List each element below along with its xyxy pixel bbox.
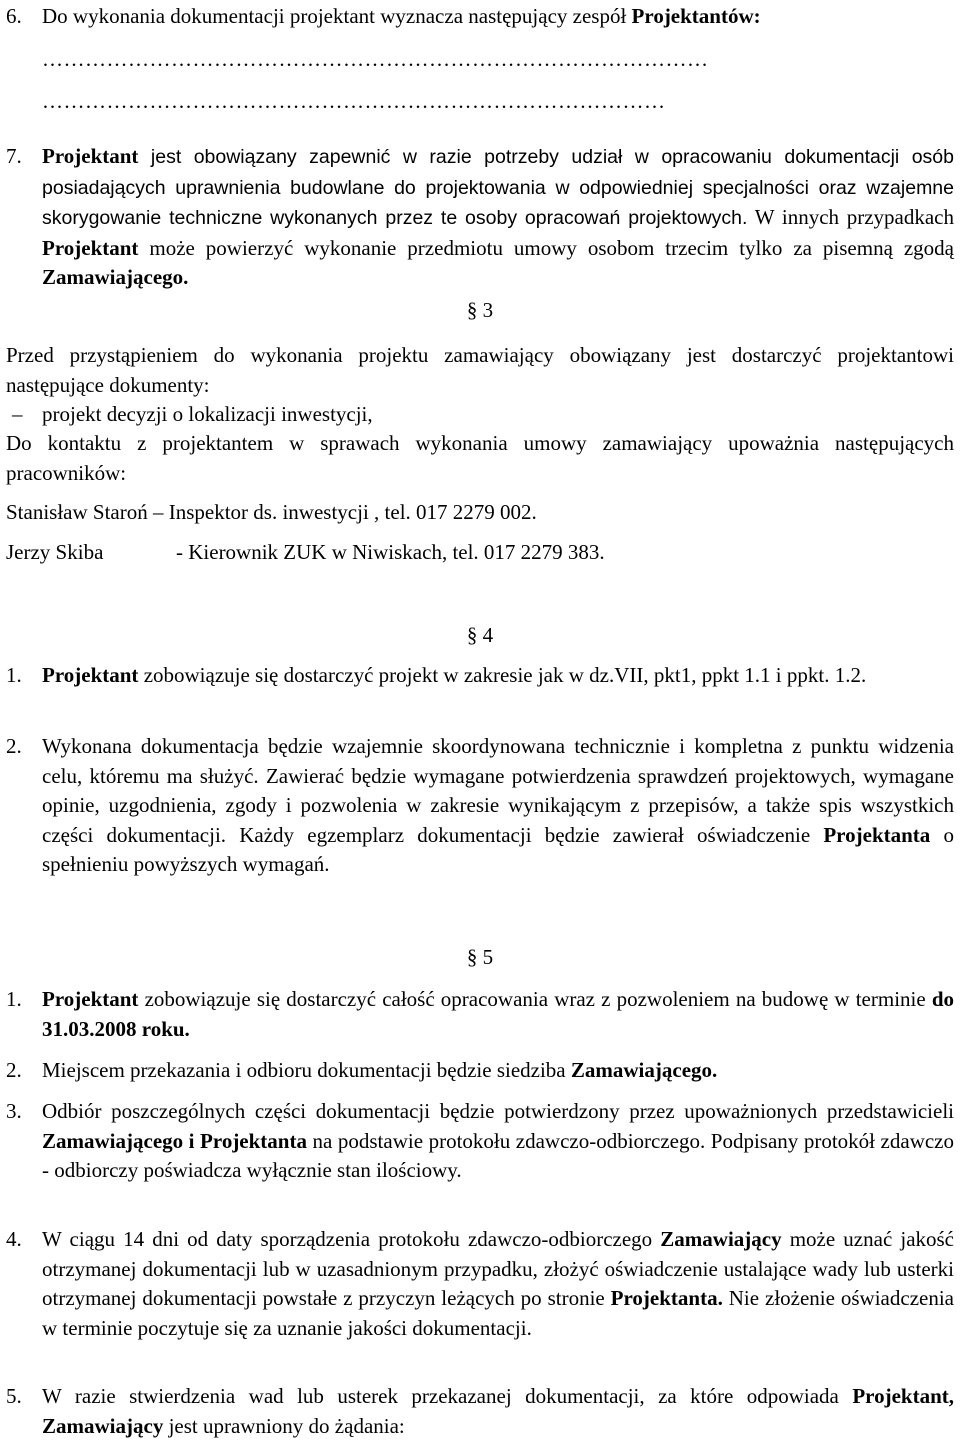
contact-person-2 <box>6 538 954 568</box>
item-bold: Projektant <box>42 144 139 168</box>
section-heading-4: § 4 <box>466 623 494 647</box>
s5-list-item-3 <box>6 1097 954 1186</box>
contact-intro: Do kontaktu z projektantem w sprawach wykonania umowy zamawiający upoważnia następujących pracowników: <box>6 431 954 485</box>
item-number: 1. <box>6 987 22 1011</box>
dotted-line-2: …………………………………………………………………………… <box>42 89 666 113</box>
list-item-6 <box>6 2 954 32</box>
item-text: Wykonana dokumentacja będzie wzajemnie skoordynowana technicznie i kompletna z punktu widzenia celu, któremu ma służyć. Zawierać będzie wymagane potwierdzenia sprawdzeń projektowych, wymagane opinie, uzgodnienia, zgody i pozwolenia w zakresie wynikającym z przepisów, a także spis wszystkich części dokumentacji. Każdy egzemplarz dokumentacji będzie zawierał oświadczenie <box>42 734 954 847</box>
item-text: na podstawie protokołu zdawczo-odbiorczego. Podpisany protokół zdawczo - odbiorczy poświadcza wyłącznie stan ilościowy. <box>42 1128 954 1182</box>
item-bold: Projektant <box>42 235 139 260</box>
item-number: 7. <box>6 144 22 168</box>
section-3-intro: Przed przystąpieniem do wykonania projektu zamawiający obowiązany jest dostarczyć projektantowi następujące dokumenty: <box>6 343 954 397</box>
item-bold: Projektant <box>42 987 139 1011</box>
item-number: 1. <box>6 663 22 687</box>
s5-list-item-4 <box>6 1225 954 1343</box>
contact-person-1: Stanisław Staroń – Inspektor ds. inwestycji , tel. 017 2279 002. <box>6 500 537 524</box>
item-text: zobowiązuje się dostarczyć projekt w zakresie jak w dz.VII, pkt1, ppkt 1.1 i ppkt. 1.2. <box>138 663 867 687</box>
list-item-7 <box>6 142 954 293</box>
dash-bullet: – <box>12 402 23 426</box>
list-item-document <box>6 400 954 430</box>
item-text: może uznać jakość otrzymanej dokumentacji lub w uzasadnionym przypadku, złożyć oświadczenie ustalające wady lub usterki otrzymanej dokumentacji powstałe z przyczyn leżących po stronie <box>42 1227 955 1310</box>
item-bold: Projektantów: <box>631 4 761 28</box>
item-text: jest obowiązany zapewnić w razie potrzeby udział w opracowaniu dokumentacji osób posiadających uprawnienia budowlane do projektowania w odpowiedniej specjalności oraz wzajemne skorygowanie techniczne wykonanych przez te osoby opracowań projektowych. <box>42 146 954 229</box>
contact-role: - Kierownik ZUK w Niwiskach, tel. 017 2279 383. <box>176 540 605 564</box>
item-text: Do wykonania dokumentacji projektant wyznacza następujący zespół <box>42 4 632 28</box>
section-heading-3: § 3 <box>466 298 494 322</box>
item-number: 2. <box>6 1058 22 1082</box>
item-bold: Zamawiającego i Projektanta <box>42 1128 307 1153</box>
item-text: jest uprawniony do żądania: <box>163 1413 405 1438</box>
item-text: W ciągu 14 dni od daty sporządzenia protokołu zdawczo-odbiorczego <box>42 1227 661 1251</box>
item-number: 4. <box>6 1227 22 1251</box>
s4-list-item-2 <box>6 732 954 880</box>
section-heading-5: § 5 <box>466 945 494 969</box>
s5-list-item-5 <box>6 1382 954 1441</box>
s4-list-item-1 <box>6 661 954 691</box>
item-text: Miejscem przekazania i odbioru dokumentacji będzie siedziba <box>42 1058 571 1082</box>
item-bold: Projektanta. <box>610 1286 723 1310</box>
dotted-line-1: ………………………………………………………………………………… <box>42 47 709 71</box>
item-bold: Zamawiającego. <box>42 265 189 289</box>
item-text: Odbiór poszczególnych części dokumentacji będzie potwierdzony przez upoważnionych przedstawicieli <box>42 1099 954 1123</box>
item-bold: Zamawiającego. <box>570 1058 718 1082</box>
item-text: projekt decyzji o lokalizacji inwestycji, <box>42 402 373 426</box>
item-bold: Projektant, Zamawiający <box>42 1384 954 1438</box>
contact-name: Jerzy Skiba <box>6 540 104 564</box>
s5-list-item-2 <box>6 1056 954 1086</box>
item-bold: do 31.03.2008 roku. <box>42 987 954 1041</box>
item-text: o spełnieniu powyższych wymagań. <box>42 822 954 876</box>
item-bold: Projektanta <box>823 822 931 847</box>
item-number: 2. <box>6 734 22 758</box>
item-text: zobowiązuje się dostarczyć całość opracowania wraz z pozwoleniem na budowę w terminie <box>138 987 932 1011</box>
item-text: W razie stwierdzenia wad lub usterek przekazanej dokumentacji, za które odpowiada <box>42 1384 853 1408</box>
item-text: może powierzyć wykonanie przedmiotu umowy osobom trzecim tylko za pisemną zgodą <box>138 235 954 260</box>
item-bold: Projektant <box>42 663 139 687</box>
item-number: 5. <box>6 1384 22 1408</box>
s5-list-item-1 <box>6 985 954 1044</box>
item-text: W innych przypadkach <box>747 205 955 229</box>
item-bold: Zamawiający <box>660 1227 782 1251</box>
item-text: Nie złożenie oświadczenia w terminie poczytuje się za uznanie jakości dokumentacji. <box>42 1286 954 1340</box>
item-number: 3. <box>6 1099 22 1123</box>
item-number: 6. <box>6 4 22 28</box>
